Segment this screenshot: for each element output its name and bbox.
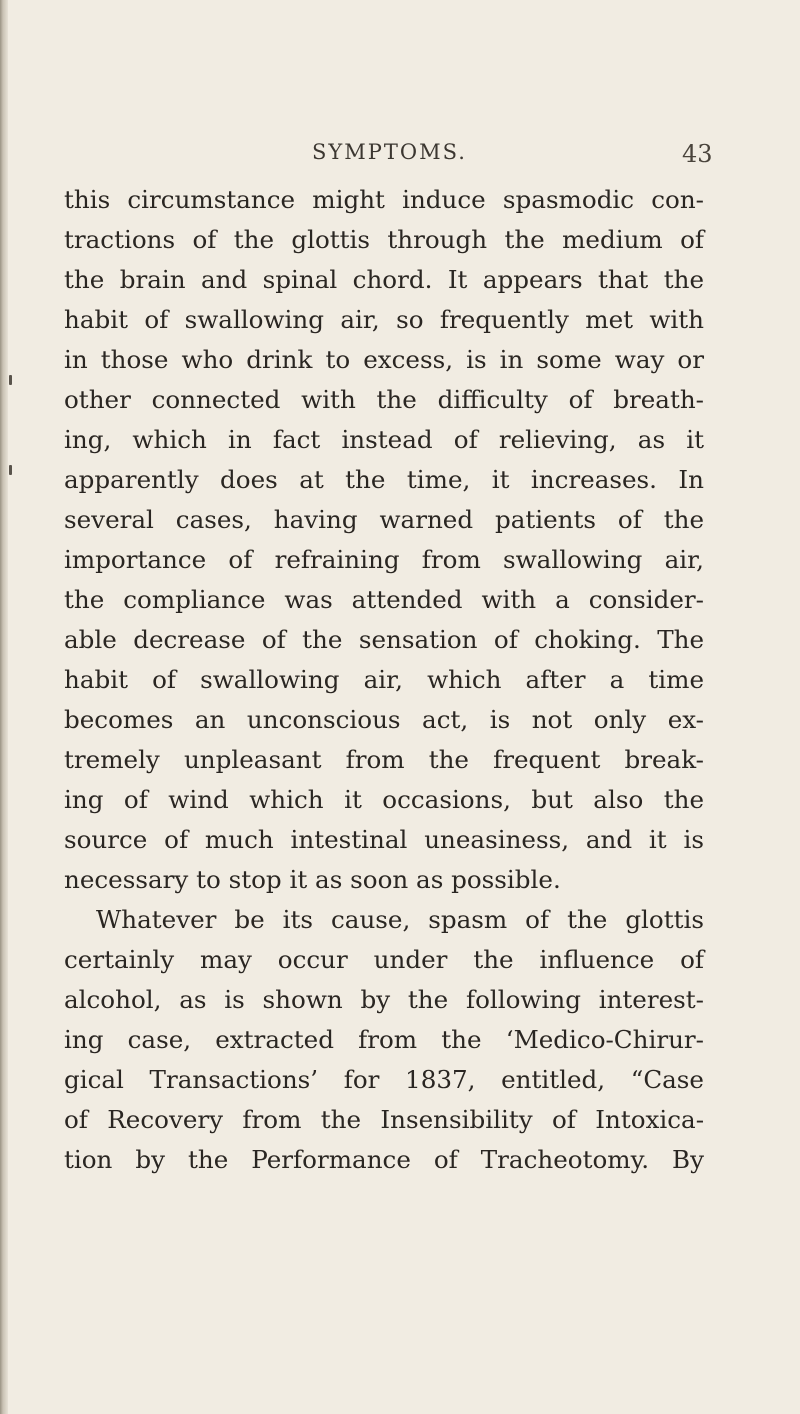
text-line: tremely unpleasant from the frequent break- [64,745,704,774]
text-line: other connected with the difficulty of breath- [64,385,704,414]
text-line: tractions of the glottis through the medium of [64,225,704,254]
text-line: ing of wind which it occasions, but also the [64,785,704,814]
spine-mark [9,375,12,385]
body-text [64,180,704,1180]
text-line: Whatever be its cause, spasm of the glottis [96,905,704,934]
running-head [0,140,800,170]
text-line: the brain and spinal chord. It appears that the [64,265,704,294]
text-line: gical Transactions’ for 1837, entitled, “Case [64,1065,704,1094]
text-line: certainly may occur under the influence of [64,945,704,974]
text-line: necessary to stop it as soon as possible. [64,865,561,894]
page-number: 43 [682,140,713,168]
spine-mark [9,465,12,475]
text-line: ing, which in fact instead of relieving, as it [64,425,704,454]
text-line: alcohol, as is shown by the following interest- [64,985,704,1014]
text-line: ing case, extracted from the ‘Medico-Chirur- [64,1025,704,1054]
text-line: apparently does at the time, it increases. In [64,465,704,494]
text-line: able decrease of the sensation of choking. The [64,625,704,654]
text-line: becomes an unconscious act, is not only ex- [64,705,704,734]
page-spine-shadow [0,0,8,1414]
text-line: of Recovery from the Insensibility of Intoxica- [64,1105,704,1134]
text-line: source of much intestinal uneasiness, and it is [64,825,704,854]
text-line: habit of swallowing air, so frequently met with [64,305,704,334]
running-title: SYMPTOMS. [312,140,467,164]
text-line: this circumstance might induce spasmodic con- [64,185,704,214]
text-line: importance of refraining from swallowing air, [64,545,704,574]
text-line: several cases, having warned patients of the [64,505,704,534]
text-line: habit of swallowing air, which after a time [64,665,704,694]
text-line: in those who drink to excess, is in some way or [64,345,704,374]
text-line: the compliance was attended with a consider- [64,585,704,614]
text-line: tion by the Performance of Tracheotomy. By [64,1145,704,1174]
